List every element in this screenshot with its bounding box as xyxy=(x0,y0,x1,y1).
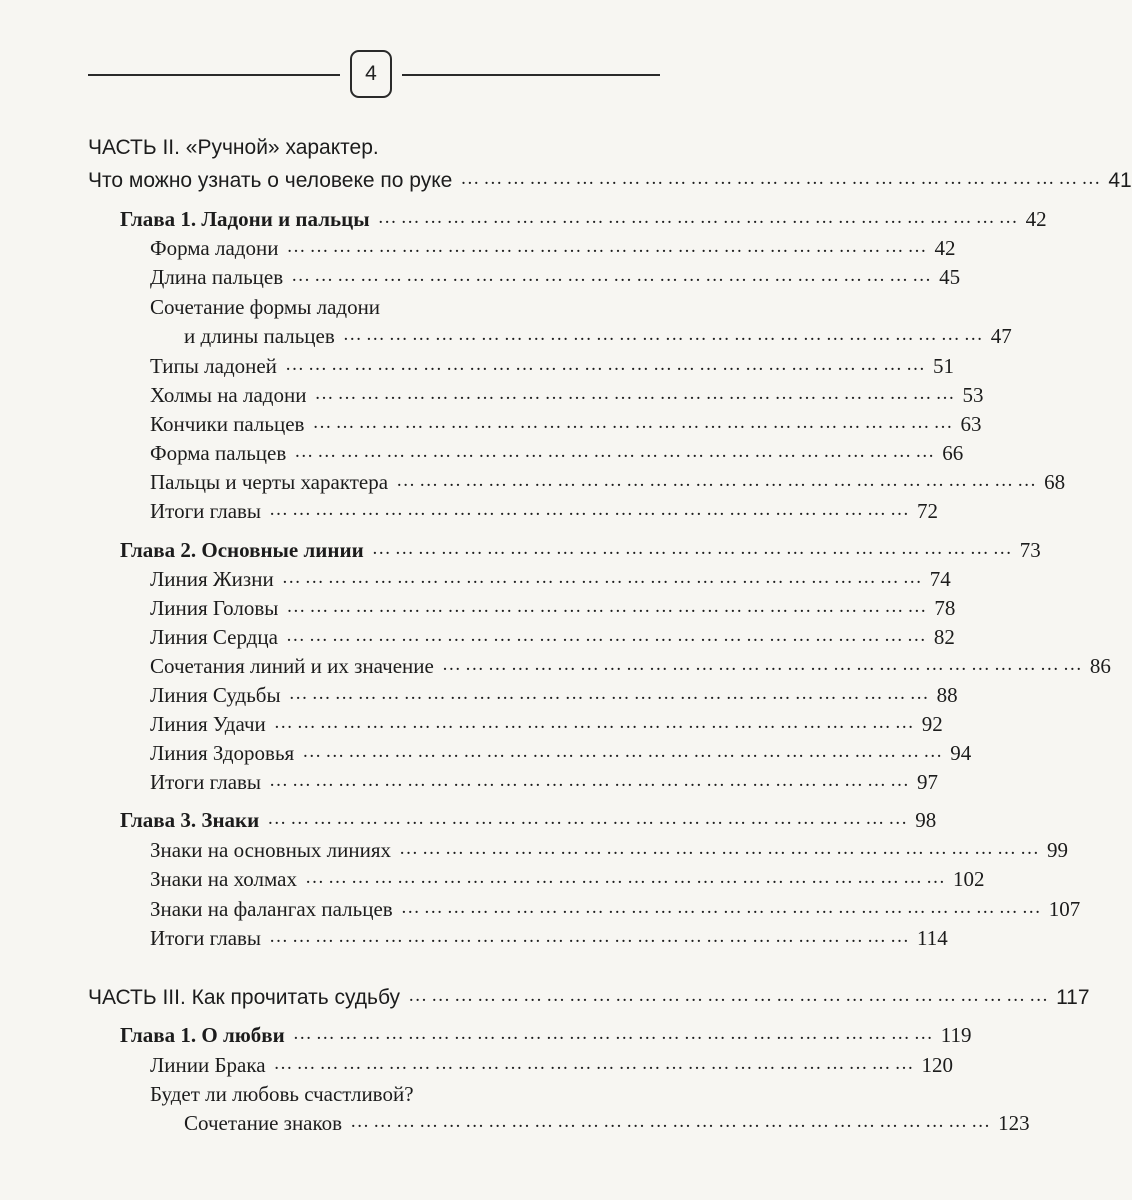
entry-title: Глава 1. О любви xyxy=(120,1023,285,1047)
leader-dots: ………………………………………………………………………… xyxy=(314,383,959,404)
entry-title: Итоги главы xyxy=(150,499,262,523)
entry-page: 42 xyxy=(1025,207,1047,231)
leader-dots: ………………………………………………………………………… xyxy=(294,441,939,462)
entry-page: 68 xyxy=(1044,470,1066,494)
entry-title: Холмы на ладони xyxy=(150,383,307,407)
entry-title: Знаки на фалангах пальцев xyxy=(150,897,393,921)
toc-entry-section[interactable] xyxy=(150,260,961,290)
entry-title: Глава 1. Ладони и пальцы xyxy=(120,207,370,231)
leader-dots: ………………………………………………………………………… xyxy=(286,236,931,257)
toc-entry-section[interactable] xyxy=(184,319,1012,349)
entry-title: Форма пальцев xyxy=(150,441,287,465)
entry-title: Знаки на холмах xyxy=(150,867,297,891)
leader-dots: ………………………………………………………………………… xyxy=(304,867,949,888)
leader-dots: ………………………………………………………………………… xyxy=(350,1111,995,1132)
toc-entry-section[interactable] xyxy=(150,494,939,524)
entry-title: Линия Головы xyxy=(150,596,279,620)
entry-page: 82 xyxy=(933,625,955,649)
entry-page: 47 xyxy=(990,324,1012,348)
toc-entry-section[interactable] xyxy=(150,892,1081,922)
entry-title: Глава 3. Знаки xyxy=(120,808,260,832)
toc-entry-section[interactable] xyxy=(150,407,982,437)
toc-entry-chapter[interactable] xyxy=(120,202,1047,232)
entry-page: 114 xyxy=(917,926,948,950)
entry-page: 88 xyxy=(936,683,958,707)
entry-page: 74 xyxy=(929,567,951,591)
leader-dots: ………………………………………………………………………… xyxy=(292,1023,937,1044)
leader-dots: ………………………………………………………………………… xyxy=(400,897,1045,918)
entry-page: 53 xyxy=(962,383,984,407)
entry-page: 97 xyxy=(917,770,939,794)
entry-title: Глава 2. Основные линии xyxy=(120,538,364,562)
toc-entry-section[interactable] xyxy=(150,231,956,261)
entry-page: 42 xyxy=(934,236,956,260)
toc-entry-part2[interactable] xyxy=(88,163,1132,193)
entry-title: Типы ладоней xyxy=(150,354,277,378)
toc-entry-section[interactable] xyxy=(150,620,955,650)
toc-entry-section[interactable] xyxy=(184,1106,1030,1136)
entry-page: 102 xyxy=(952,867,985,891)
leader-dots: ………………………………………………………………………… xyxy=(284,354,929,375)
toc-entry-section[interactable] xyxy=(150,862,985,892)
toc-entry-section-line1: Сочетание формы ладони xyxy=(150,295,381,319)
entry-title: Линия Судьбы xyxy=(150,683,281,707)
entry-page: 86 xyxy=(1089,654,1111,678)
leader-dots: ………………………………………………………………………… xyxy=(269,926,914,947)
toc-entry-section[interactable] xyxy=(150,378,984,408)
entry-title: Сочетание знаков xyxy=(184,1111,343,1135)
entry-page: 117 xyxy=(1056,986,1090,1009)
toc-entry-section[interactable] xyxy=(150,465,1066,495)
leader-dots: ………………………………………………………………………… xyxy=(371,538,1016,559)
leader-dots: ………………………………………………………………………… xyxy=(399,838,1044,859)
leader-dots: ………………………………………………………………………… xyxy=(285,625,930,646)
toc-entry-section[interactable] xyxy=(150,765,939,795)
leader-dots: ………………………………………………………………………… xyxy=(286,596,931,617)
entry-title: ЧАСТЬ III. Как прочитать судьбу xyxy=(88,986,401,1009)
toc-entry-section[interactable] xyxy=(150,1048,954,1078)
leader-dots: ………………………………………………………………………… xyxy=(281,567,926,588)
entry-title: и длины пальцев xyxy=(184,324,335,348)
entry-title: Линия Жизни xyxy=(150,567,274,591)
leader-dots: ………………………………………………………………………… xyxy=(291,265,936,286)
toc-entry-section[interactable] xyxy=(150,436,964,466)
page-number: 4 xyxy=(350,50,392,98)
entry-page: 66 xyxy=(942,441,964,465)
toc-entry-section[interactable] xyxy=(150,921,948,951)
toc-entry-section[interactable] xyxy=(150,707,943,737)
entry-title: Итоги главы xyxy=(150,926,262,950)
leader-dots: ………………………………………………………………………… xyxy=(302,741,947,762)
entry-page: 63 xyxy=(960,412,982,436)
toc-entry-section[interactable] xyxy=(150,349,954,379)
leader-dots: ………………………………………………………………………… xyxy=(408,985,1053,1006)
entry-title: Итоги главы xyxy=(150,770,262,794)
leader-dots: ………………………………………………………………………… xyxy=(288,683,933,704)
entry-title: Сочетания линий и их значение xyxy=(150,654,434,678)
entry-title: Линия Удачи xyxy=(150,712,266,736)
toc-entry-section[interactable] xyxy=(150,833,1069,863)
entry-title: Что можно узнать о человеке по руке xyxy=(88,169,453,192)
toc-entry-chapter[interactable] xyxy=(120,533,1041,563)
entry-title: Длина пальцев xyxy=(150,265,284,289)
leader-dots: ………………………………………………………………………… xyxy=(342,324,987,345)
toc-entry-section[interactable] xyxy=(150,736,972,766)
entry-title: Линии Брака xyxy=(150,1053,266,1077)
entry-page: 120 xyxy=(921,1053,954,1077)
leader-dots: ………………………………………………………………………… xyxy=(273,1053,918,1074)
toc-entry-section[interactable] xyxy=(150,562,951,592)
leader-dots: ………………………………………………………………………… xyxy=(396,470,1041,491)
entry-page: 123 xyxy=(998,1111,1030,1135)
entry-page: 107 xyxy=(1048,897,1081,921)
toc-entry-chapter[interactable] xyxy=(120,1018,972,1048)
entry-page: 98 xyxy=(915,808,937,832)
leader-dots: ………………………………………………………………………… xyxy=(377,207,1022,228)
leader-dots: ………………………………………………………………………… xyxy=(269,770,914,791)
toc-entry-section[interactable] xyxy=(150,678,958,708)
entry-title: Знаки на основных линиях xyxy=(150,838,392,862)
toc-entry-part3[interactable] xyxy=(88,980,1090,1010)
leader-dots: ………………………………………………………………………… xyxy=(312,412,957,433)
entry-page: 119 xyxy=(940,1023,972,1047)
entry-page: 51 xyxy=(932,354,954,378)
entry-title: Линия Сердца xyxy=(150,625,278,649)
entry-page: 72 xyxy=(917,499,939,523)
entry-page: 45 xyxy=(939,265,961,289)
leader-dots: ………………………………………………………………………… xyxy=(441,654,1086,675)
leader-dots: ………………………………………………………………………… xyxy=(267,808,912,829)
leader-dots: ………………………………………………………………………… xyxy=(273,712,918,733)
part-title-line1: ЧАСТЬ II. «Ручной» характер. xyxy=(88,136,379,159)
toc-entry-section[interactable] xyxy=(150,591,956,621)
toc-entry-section-line1: Будет ли любовь счастливой? xyxy=(150,1082,414,1106)
leader-dots: ………………………………………………………………………… xyxy=(269,499,914,520)
entry-page: 73 xyxy=(1019,538,1041,562)
entry-title: Линия Здоровья xyxy=(150,741,295,765)
entry-page: 41 xyxy=(1108,169,1132,192)
entry-page: 94 xyxy=(950,741,972,765)
toc-entry-chapter[interactable] xyxy=(120,803,937,833)
entry-title: Пальцы и черты характера xyxy=(150,470,389,494)
entry-title: Кончики пальцев xyxy=(150,412,305,436)
toc-entry-section[interactable] xyxy=(150,649,1111,679)
leader-dots: ………………………………………………………………………… xyxy=(460,168,1105,189)
entry-title: Форма ладони xyxy=(150,236,279,260)
entry-page: 78 xyxy=(934,596,956,620)
entry-page: 92 xyxy=(921,712,943,736)
entry-page: 99 xyxy=(1047,838,1069,862)
